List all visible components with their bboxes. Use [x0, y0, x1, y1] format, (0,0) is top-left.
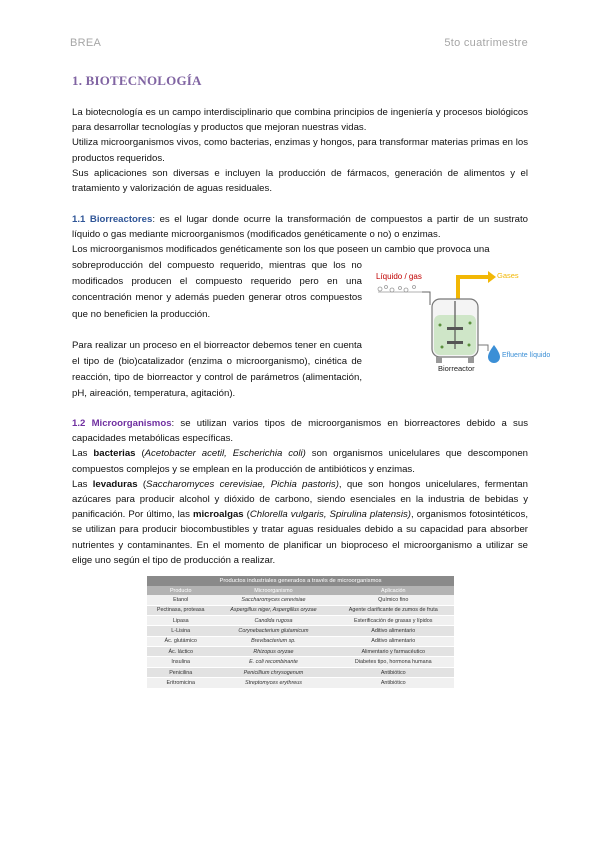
yeast-species: Saccharomyces cerevisiae, Pichia pastoris) [146, 478, 339, 490]
bioreactors-paragraph-3: sobreproducción del compuesto requerido, mientras que los no modificados producen el compuesto requerido pero en una concentración menor y además pueden generar otros compuestos que no beneficien la producción. [72, 260, 362, 320]
bioreactors-intro [72, 212, 528, 242]
microalgae-paren: ( [243, 509, 250, 521]
cell-microorganism: E. coli recombinante [214, 657, 332, 667]
cell-product: L-Lisina [147, 626, 214, 636]
cell-application: Agente clarificante de zumos de fruta [333, 605, 454, 615]
cell-microorganism: Saccharomyces cerevisiae [214, 595, 332, 605]
header-right: 5to cuatrimestre [444, 37, 528, 49]
section-heading-1-1: 1.1 Biorreactores [72, 214, 153, 225]
bacteria-paren: ( [135, 448, 145, 460]
cell-product: Lipasa [147, 615, 214, 625]
microorganisms-definition: : se utilizan varios tipos de microorganismos en biorreactores debido a sus capacidades metabólicas específicas. [72, 418, 528, 445]
cell-microorganism: Penicillium chrysogenum [214, 667, 332, 677]
inflow-pipe [422, 292, 430, 305]
cell-microorganism: Aspergillus niger, Aspergillus oryzae [214, 605, 332, 615]
cell-product: Etanol [147, 595, 214, 605]
label-bioreactor: Biorreactor [438, 364, 475, 373]
yeast-description: , que son hongos unicelulares, fermentan azúcares para producir alcohol y dióxido de carbono, siendo esenciales en la industria de bebidas y panificación. Por último, las [72, 478, 528, 521]
bacteria-paragraph [72, 446, 528, 476]
intro-paragraph-2: Utiliza microorganismos vivos, como bacterias, enzimas y hongos, para transformar materias primas en los productos requeridos. [72, 137, 528, 164]
table-header-row [147, 586, 454, 595]
cell-microorganism: Candida rugosa [214, 615, 332, 625]
bacteria-term: bacterias [93, 448, 136, 460]
cell-product: Ác. láctico [147, 647, 214, 657]
page-title: 1. BIOTECNOLOGÍA [72, 73, 202, 88]
label-liquid-gas: Líquido / gas [376, 272, 422, 281]
microalgae-description: , organismos fotosintéticos, se utilizan para producir biocombustibles y tratar aguas residuales debido a su capacidad para absorber nutrientes y contaminantes. En el momento de planificar un bioproceso el microorganismo a utilizar se elige uno según el tipo de producción a realizar. [72, 509, 528, 566]
cell-product: Eritromicina [147, 678, 214, 688]
yeast-paren: ( [137, 478, 147, 490]
bubble-inflow-icon [378, 286, 422, 293]
cell-application: Alimentario y farmacéutico [333, 647, 454, 657]
cell-product: Insulina [147, 657, 214, 667]
cell-application: Antibiótico [333, 678, 454, 688]
cell-application: Esterificación de grasas y lípidos [333, 615, 454, 625]
liquid-outlet-pipe [478, 345, 488, 351]
bioreactors-definition: : es el lugar donde ocurre la transformación de compuestos a partir de un sustrato líquido o gas mediante microorganismos (modificados genéticamente o no) o enzimas. [72, 214, 528, 241]
table-row [147, 626, 454, 636]
cell-product: Ác. glutámico [147, 636, 214, 646]
liquid-drop-icon [488, 345, 500, 363]
cell-microorganism: Streptomyces erythreus [214, 678, 332, 688]
intro-paragraph-3: Sus aplicaciones son diversas e incluyen la producción de fármacos, generación de alimentos y el tratamiento y valorización de aguas residuales. [72, 167, 528, 195]
label-gases: Gases [497, 271, 519, 280]
cell-application: Antibiótico [333, 667, 454, 677]
bioreactor-diagram [370, 265, 551, 375]
microorganisms-intro [72, 416, 528, 446]
bioreactors-paragraph-4: Para realizar un proceso en el biorreactor debemos tener en cuenta el tipo de (bio)catalizador (enzima o microorganismo), cinética de reacción, tipo de biorreactor y control de parámetros (alimentación, pH, aireación, temperatura, agitación). [72, 340, 362, 399]
cell-product: Penicilina [147, 667, 214, 677]
column-header-product: Producto [147, 586, 214, 595]
table-row [147, 678, 454, 688]
yeast-algae-paragraph [72, 477, 528, 568]
gas-arrow-head-icon [488, 271, 496, 283]
cell-application: Aditivo alimentario [333, 636, 454, 646]
yeast-lead: Las [72, 478, 93, 490]
yeast-term: levaduras [92, 478, 138, 490]
bioreactors-paragraph-2: Los microorganismos modificados genéticamente son los que poseen un cambio que provoca una [72, 244, 490, 256]
bacteria-lead: Las [72, 448, 94, 460]
cell-application: Diabetes tipo, hormona humana [333, 657, 454, 667]
section-microorganisms [72, 416, 528, 568]
products-table [147, 576, 454, 689]
table-row [147, 636, 454, 646]
table-row [147, 595, 454, 605]
cell-application: Aditivo alimentario [333, 626, 454, 636]
table-row [147, 647, 454, 657]
column-header-application: Aplicación [333, 586, 454, 595]
bioreactor-vessel-icon [432, 299, 478, 363]
microalgae-term: microalgas [192, 509, 244, 521]
table-row [147, 615, 454, 625]
column-header-microorganism: Microorganismo [214, 586, 332, 595]
bacteria-species: Acetobacter acetil, Escherichia coli) [144, 448, 306, 460]
cell-application: Químico fino [333, 595, 454, 605]
section-heading-1-2: 1.2 Microorganismos [72, 418, 172, 429]
section-bioreactors [72, 212, 528, 258]
header-left: BREA [70, 37, 102, 49]
intro-section [72, 105, 528, 196]
table-row [147, 657, 454, 667]
cell-microorganism: Brevibacterium sp. [214, 636, 332, 646]
products-table-caption: Productos industriales generados a través de microorganismos [147, 576, 454, 586]
table-row [147, 605, 454, 615]
cell-microorganism: Corynebacterium glutamicum [214, 626, 332, 636]
microalgae-species: Chlorella vulgaris, Spirulina platensis) [249, 509, 411, 521]
label-effluent: Efluente líquido [502, 352, 551, 359]
cell-product: Pectinasa, proteasa [147, 605, 214, 615]
gas-outlet-arrow [458, 277, 488, 299]
table-row [147, 667, 454, 677]
cell-microorganism: Rhizopus oryzae [214, 647, 332, 657]
bacteria-description: son organismos unicelulares que descomponen compuestos complejos y se emplean en la producción de antibióticos y enzimas. [72, 448, 528, 475]
intro-paragraph-1: La biotecnología es un campo interdisciplinario que combina principios de ingeniería y procesos biológicos para desarrollar tecnologías y productos que mejoran nuestras vidas. [72, 107, 528, 134]
